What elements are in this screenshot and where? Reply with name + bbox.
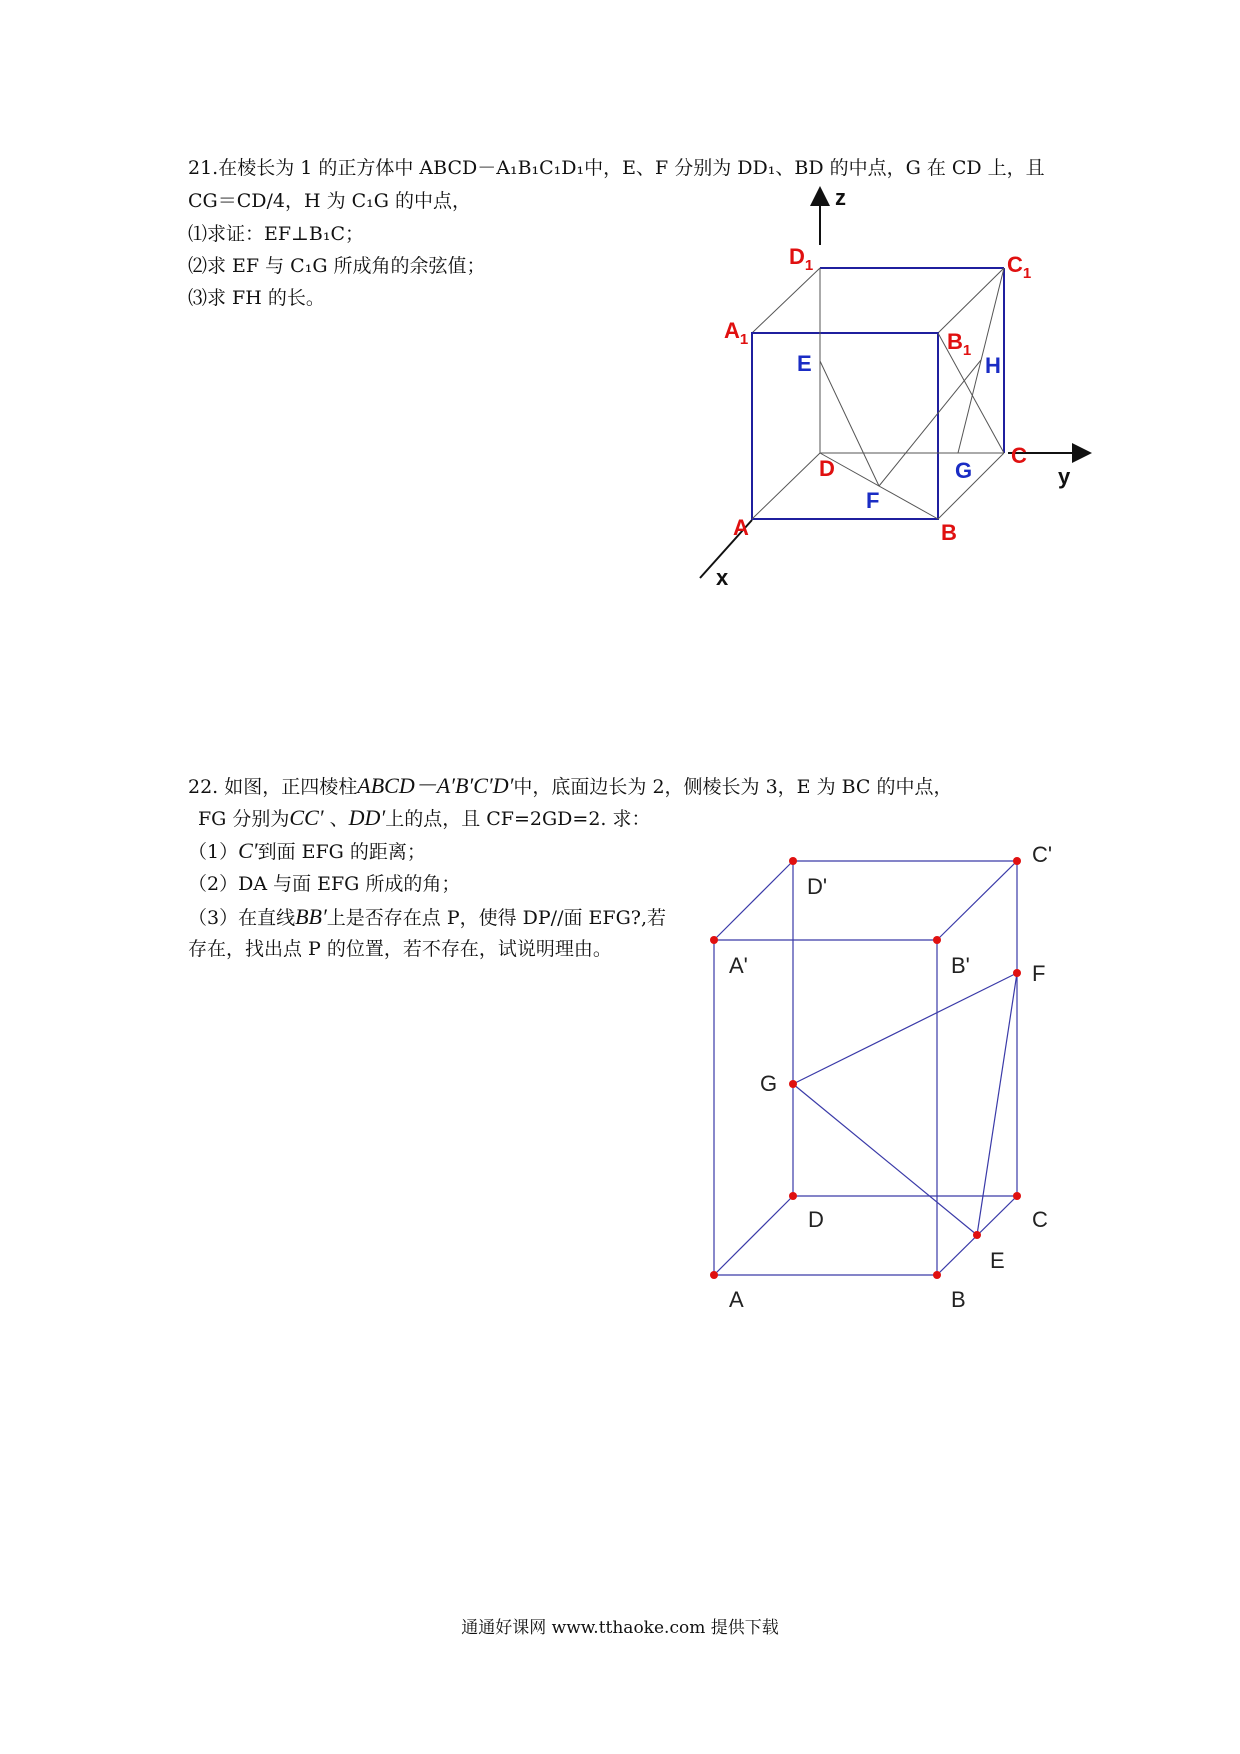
label-g: G <box>760 1071 778 1096</box>
p21-line2: CG＝CD/4，H 为 C₁G 的中点， <box>188 190 471 212</box>
label-b: B <box>951 1287 966 1312</box>
p21-question-3: ⑶求 FH 的长。 <box>188 287 325 309</box>
p22-segment-bb: BB′ <box>295 904 327 929</box>
label-a: A <box>729 1287 744 1312</box>
label-b1: $B_1$ <box>947 329 972 359</box>
fig22-prism <box>714 861 1017 1275</box>
label-c1: $C_1$ <box>1007 252 1032 282</box>
label-c: C <box>1011 443 1027 468</box>
p21-question-2: ⑵求 EF 与 C₁G 所成角的余弦值； <box>188 255 486 277</box>
p22-segment-dd: DD′ <box>348 805 386 830</box>
p21-question-1: ⑴求证：EF⊥B₁C； <box>188 223 365 245</box>
point-d <box>789 1192 797 1200</box>
point-e <box>973 1231 981 1239</box>
fig22-points <box>710 857 1021 1279</box>
segment-gf <box>793 973 1017 1084</box>
page-footer: 通通好课网 www.tthaoke.com 提供下载 <box>461 1618 779 1638</box>
point-a <box>710 1271 718 1279</box>
label-a: A <box>733 515 749 540</box>
point-f <box>1013 969 1021 977</box>
edge-ad <box>714 1196 793 1275</box>
label-b: B <box>941 520 957 545</box>
label-e: E <box>990 1248 1005 1273</box>
p22-line2-a: FG 分别为 <box>198 808 290 830</box>
p22-point-c-prime: C′ <box>238 838 258 863</box>
p22-q3-a: （3）在直线 <box>188 907 296 929</box>
label-d: D <box>819 456 835 481</box>
p22-question-2: （2）DA 与面 EFG 所成的角； <box>188 873 461 895</box>
label-f: F <box>1032 961 1046 986</box>
p22-prism-formula: ABCD－A′B′C′D′ <box>357 773 514 798</box>
fig22-labels <box>729 842 1052 1312</box>
edge-dpap <box>714 861 793 940</box>
label-x: x <box>716 565 729 590</box>
p22-q1-b: 到面 EFG 的距离； <box>257 841 426 863</box>
label-d-prime: D' <box>807 874 828 899</box>
point-dp <box>789 857 797 865</box>
point-b <box>933 1271 941 1279</box>
label-y: y <box>1058 464 1071 489</box>
point-g <box>789 1080 797 1088</box>
point-cp <box>1013 857 1021 865</box>
fig21-axes <box>700 196 1082 578</box>
label-f: F <box>866 488 880 513</box>
point-bp <box>933 936 941 944</box>
label-c: C <box>1032 1207 1048 1232</box>
p21-line1: 21.在棱长为 1 的正方体中 ABCD－A₁B₁C₁D₁中，E、F 分别为 DD₁、BD 的中点，G 在 CD 上，且 <box>188 157 1045 179</box>
label-h: H <box>985 353 1001 378</box>
edge-d1a1 <box>752 268 820 333</box>
label-d1: $D_1$ <box>789 244 814 274</box>
label-e: E <box>797 351 812 376</box>
label-z: z <box>835 185 846 210</box>
label-a1: $A_1$ <box>724 318 749 348</box>
p22-question-3-cont: 存在，找出点 P 的位置，若不存在，试说明理由。 <box>188 938 612 960</box>
p22-q3-b: 上是否存在点 P，使得 DP//面 EFG?,若 <box>326 907 666 929</box>
p22-line2-b: 上的点，且 CF=2GD=2. 求： <box>385 808 651 830</box>
edge-cpbp <box>937 861 1017 940</box>
label-a-prime: A' <box>729 953 748 978</box>
point-c <box>1013 1192 1021 1200</box>
fig21-labels <box>716 185 1071 590</box>
face-front <box>752 333 938 519</box>
edge-da <box>752 453 820 519</box>
edge-c1b1 <box>938 268 1004 333</box>
label-g: G <box>955 458 973 483</box>
p22-segment-cc: CC′ <box>289 805 324 830</box>
p22-line2-m: 、 <box>323 808 349 830</box>
p22-line1-a: 22. 如图，正四棱柱 <box>188 776 358 798</box>
label-b-prime: B' <box>951 953 970 978</box>
label-d: D <box>808 1207 824 1232</box>
p22-line1-b: 中，底面边长为 2，侧棱长为 3，E 为 BC 的中点， <box>513 776 953 798</box>
label-c-prime: C' <box>1032 842 1053 867</box>
point-ap <box>710 936 718 944</box>
p22-q1-a: （1） <box>188 841 239 863</box>
